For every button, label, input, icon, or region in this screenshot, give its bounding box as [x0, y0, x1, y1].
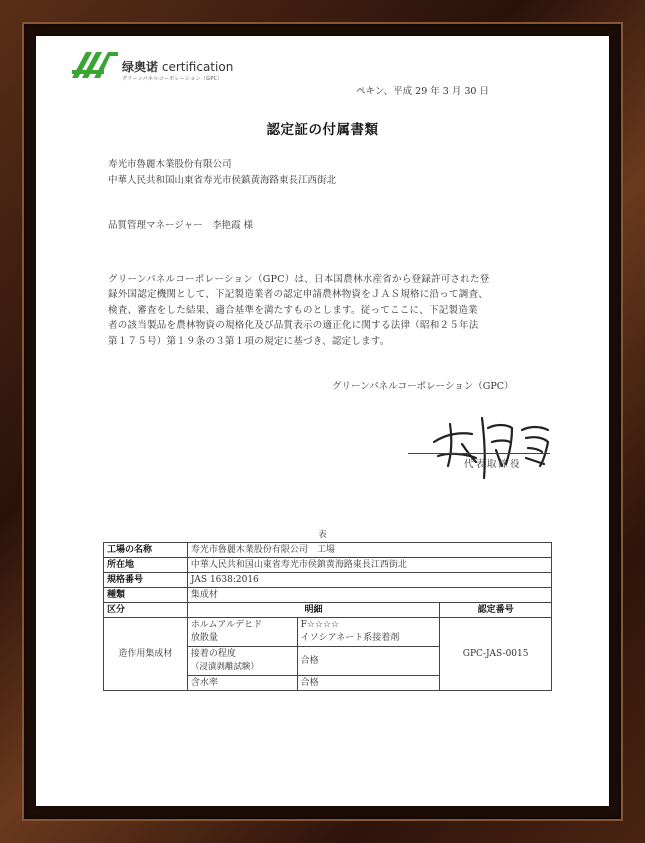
gpc-logo-mark-icon [72, 50, 118, 80]
recipient-contact: 品質管理マネージャー 李艳霞 様 [108, 220, 254, 231]
row-label: 工場の名称 [104, 543, 188, 558]
detail-item [187, 647, 297, 676]
detail-value: 合格 [297, 676, 440, 691]
statement-line: グリーンパネルコーポレーション（GPC）は、日本国農林水産省から登録許可された登 [108, 274, 490, 285]
table-caption: 表 [318, 530, 327, 540]
detail-item-line: （浸漬剥離試験） [190, 662, 259, 672]
certificate-document [36, 36, 609, 806]
table-row [104, 543, 552, 558]
certification-table [103, 542, 552, 691]
header-cert-no: 認定番号 [440, 603, 552, 618]
detail-item-line: 接着の程度 [190, 649, 236, 659]
signatory-corporation: グリーンパネルコーポレーション（GPC） [332, 381, 514, 392]
signatory-role: 代表取締役 [464, 459, 522, 470]
document-title: 認定証の付属書類 [266, 122, 379, 138]
row-value: 寿光市魯麗木業股份有限公司 工場 [187, 543, 551, 558]
row-label: 所在地 [104, 558, 188, 573]
logo-brand-cjk: 绿奥诺 [122, 60, 159, 74]
recipient-address: 中華人民共和国山東省寿光市侯鎮黄海路東長江西街北 [108, 175, 337, 186]
detail-value-line: F☆☆☆☆ [300, 620, 340, 630]
table-row [104, 558, 552, 573]
logo-subtitle: グリーンパネルコーポレーション（GPC） [122, 76, 223, 82]
table-header-row [104, 603, 552, 618]
logo-brand-en: certification [161, 60, 234, 74]
detail-value [297, 618, 440, 647]
header-detail: 明細 [187, 603, 439, 618]
logo-brand [122, 58, 233, 75]
detail-item: 含水率 [187, 676, 297, 691]
detail-item-line: ホルムアルデヒド [190, 620, 263, 630]
handwritten-signature [426, 404, 556, 484]
row-value: 集成材 [187, 588, 551, 603]
detail-value: 合格 [297, 647, 440, 676]
signature-line [408, 453, 550, 454]
table-row [104, 573, 552, 588]
row-label: 種類 [104, 588, 188, 603]
statement-line: 者の該当製品を農林物資の規格化及び品質表示の適正化に関する法律（昭和２５年法 [108, 320, 479, 332]
issue-date: ペキン、平成 29 年 3 月 30 日 [356, 86, 489, 97]
recipient-company: 寿光市魯麗木業股份有限公司 [108, 159, 232, 170]
detail-value-line: イソシアネート系接着剤 [300, 633, 400, 643]
certification-statement [108, 272, 548, 349]
category-value: 造作用集成材 [104, 618, 188, 691]
row-value: 中華人民共和国山東省寿光市侯鎮黄海路東長江西街北 [187, 558, 551, 573]
row-label: 規格番号 [104, 573, 188, 588]
statement-line: 検査、審査をした結果、適合基準を満たすものとします。従ってここに、下記製造業 [108, 304, 478, 316]
cert-number: GPC-JAS-0015 [440, 618, 552, 691]
statement-line: 第１７５号）第１９条の３第１項の規定に基づき、認定します。 [108, 335, 390, 347]
detail-item-line: 放散量 [190, 633, 218, 643]
detail-item [187, 618, 297, 647]
row-value: JAS 1638:2016 [187, 573, 551, 588]
gpc-logo [72, 50, 272, 90]
table-row [104, 618, 552, 647]
table-row [104, 588, 552, 603]
header-category: 区分 [104, 603, 188, 618]
statement-line: 録外国認定機関として、下記製造業者の認定申請農林物資をＪＡＳ規格に沿って調査、 [108, 289, 489, 301]
